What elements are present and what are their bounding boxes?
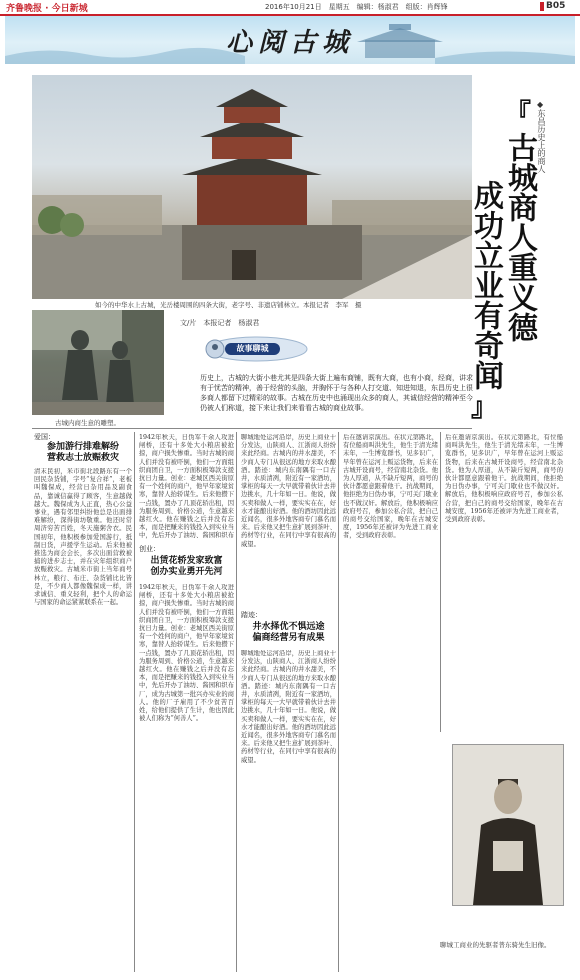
section-heading: 井水择优不惧远途 偏商经营另有成果 (252, 622, 325, 643)
section-heading: 出赁花轿发家致富 创办实业勇开先河 (150, 556, 223, 577)
column-divider (338, 432, 339, 972)
section-label: 踏迹： (241, 611, 262, 619)
section-title: 心阅古城 (225, 28, 354, 58)
portrait-icon (453, 745, 563, 905)
section-heading: 参加游行排难解纷 营救志士放赈救灾 (46, 442, 119, 463)
page-marker-icon (540, 2, 544, 11)
article-intro: 历史上，古城的大街小巷尤其是四条大街上遍布商铺，既有大商，也有小商，经商，讲求有于忧苦的精神，善于经营的头脑，并胸怀于与各种人打交道、知进知退，东昌历史上很多商人都留下过精彩的故事。古城在历史中也涌现出众多的商人，其诚信经营的精神至今仍被人们称道，接下来让我们来看看古城的商业故事。 (200, 374, 473, 412)
header-info: 2016年10月21日 星期五 编辑：杨淑君 组版：肖辉锋 (265, 3, 448, 11)
portrait-photo (452, 744, 564, 906)
newspaper-logo: 齐鲁晚报 · 今日新城 (6, 4, 88, 14)
page-number: B05 (546, 1, 566, 11)
diamond-icon: ◆ (537, 100, 544, 109)
main-photo (32, 75, 472, 299)
article-column: 清末民初，米市街北段路东有一个回民杂货铺，字号“复合祥”，老板叫魏保成，经营日杂用品及副食品，靠诚信赢得了顾客，生意越做越大。魏保成为人正直，热心公益事业，遇有邻里纠纷他总是出面排难解纷，深得街坊敬重。他还时常周济穷苦百姓，冬天施粥舍衣。民国初年，他积极参加爱国游行，抵制日货，声援学生运动。后来他被推选为商会会长，多次出面营救被捕的进步志士，并在灾年组织商户放赈救灾。古城米市街上当年商号林立，粮行、布庄、杂货铺比比皆是，不少商人都像魏保成一样，讲求诚信、重义轻利，把个人的命运与国家的命运紧紧联系在一起。 (34, 468, 132, 607)
divider (32, 428, 472, 429)
statue-photo (32, 310, 164, 415)
headline-subtitle: ◆ 东昌历史上的商人 (537, 100, 546, 173)
headline-line2: 成功立业有奇闻 』 (468, 180, 503, 423)
story-badge: 故事聊城 (225, 343, 280, 355)
headline-line1: 『 古城商人重义德 (502, 99, 537, 342)
article-column: 聊城地处运河沿岸，历史上商业十分发达，山陕商人、江浙商人纷纷来此经商。古城内的井水甜美，不少商人专门从很远的地方来取水酿酒。踏迹：城内东南隅有一口古井，水质清冽，附近有一家酒坊，掌柜的每天一大早就带着伙计去井边挑水，几十年如一日。他说，做买卖和做人一样，要实实在在，好水才能酿出好酒。他的酒坊因此远近闻名，很多外地客商专门慕名而来。后来他又把生意扩展到茶叶、药材等行业，在同行中享有很高的威望。 (241, 650, 336, 764)
article-column: 1942年秋天，日伪军千余人攻进闸桥，还有十多处大小粮店被抢掠，商户损失惨重。当时古城的商人们并没有被吓倒，他们一方面组织商团自卫，一方面积极筹款支援抗日力量。创业：老城区西关街原有一个姓何的商户，他早年家境贫寒，靠替人抬轿谋生。后来他攒下一点钱，置办了几顶花轿出租，因为服务周到、价格公道，生意越来越红火。他在赚钱之后并没有忘本，而是把赚来的钱投入到实业当中，先后开办了油坊、酱园和织布 (139, 434, 234, 540)
tower-photo-icon (32, 75, 472, 299)
statue-photo-icon (32, 310, 164, 415)
section-label: 创业： (139, 545, 160, 553)
section-label: 爱国： (34, 433, 55, 441)
byline: 文/片 本报记者 杨淑君 (180, 319, 260, 327)
article-column: 聊城地处运河沿岸，历史上商业十分发达，山陕商人、江浙商人纷纷来此经商。古城内的井水甜美，不少商人专门从很远的地方来取水酿酒。踏迹：城内东南隅有一口古井，水质清冽，附近有一家酒坊，掌柜的每天一大早就带着伙计去井边挑水，几十年如一日。他说，做买卖和做人一样，要实实在在，好水才能酿出好酒。他的酒坊因此远近闻名，很多外地客商专门慕名而来。后来他又把生意扩展到茶叶、药材等行业，在同行中享有很高的威望。 (241, 434, 336, 548)
column-divider (134, 432, 135, 972)
headline (468, 99, 550, 485)
statue-photo-caption: 古城内商生意的雕塑。 (55, 419, 120, 427)
column-divider (440, 432, 441, 732)
article-column: 后在邀请京演出。在状元第路北，有位船商叫洪先生，他生于清光绪末年，一生博览群书，见多识广，早年曾在运河上贩运货物，后来在古城开设商号，经营南北杂货。他为人厚道，从不缺斤短两，商号的伙计都愿意跟着他干。抗战期间，他拒绝为日伪办事，宁可关门歇业也不做汉奸。解放后，他积极响应政府号召，参加公私合营，把自己的商号交给国家，晚年在古城安度，1956年还被评为先进工商业者，受到政府表彰。 (343, 434, 438, 540)
article-column: 后在邀请京演出。在状元第路北，有位船商叫洪先生，他生于清光绪末年，一生博览群书，见多识广，早年曾在运河上贩运货物，后来在古城开设商号，经营南北杂货。他为人厚道，从不缺斤短两，商号的伙计都愿意跟着他干。抗战期间，他拒绝为日伪办事，宁可关门歇业也不做汉奸。解放后，他积极响应政府号召，参加公私合营，把自己的商号交给国家，晚年在古城安度，1956年还被评为先进工商业者，受到政府表彰。 (445, 434, 563, 524)
portrait-caption: 聊城工商业的先驱者普东骑先生旧像。 (440, 941, 551, 949)
article-column: 1942年秋天，日伪军千余人攻进闸桥，还有十多处大小粮店被抢掠，商户损失惨重。当时古城的商人们并没有被吓倒，他们一方面组织商团自卫，一方面积极筹款支援抗日力量。创业：老城区西关街原有一个姓何的商户，他早年家境贫寒，靠替人抬轿谋生。后来他攒下一点钱，置办了几顶花轿出租，因为服务周到、价格公道，生意越来越红火。他在赚钱之后并没有忘本，而是把赚来的钱投入到实业当中，先后开办了油坊、酱园和织布厂，成为古城第一批兴办实业的商人。他的厂子雇用了不少贫苦百姓，给他们提供了生计，他也因此被人们称为“何善人”。 (139, 584, 234, 723)
main-photo-caption: 如今的中华水上古城，光岳楼周围的四条大街，老字号、非遗店铺林立。本报记者 李军 摄 (95, 301, 362, 309)
column-divider (236, 432, 237, 972)
